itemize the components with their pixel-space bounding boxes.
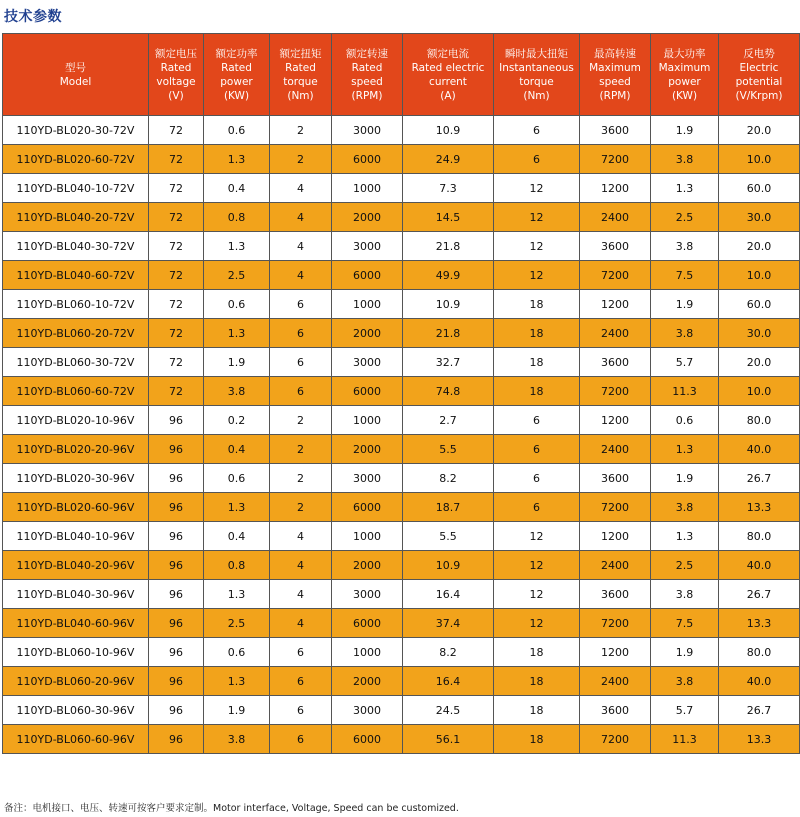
cell-model: 110YD-BL060-30-96V [3, 696, 149, 725]
cell-max-speed: 1200 [580, 290, 651, 319]
header-en: power [220, 75, 253, 88]
header-model [3, 34, 149, 116]
cell-model: 110YD-BL060-10-96V [3, 638, 149, 667]
header-en: speed [351, 75, 383, 88]
cell-instantaneous-torque: 12 [494, 551, 580, 580]
table-row [3, 377, 800, 406]
cell-rated-current: 10.9 [403, 551, 494, 580]
cell-back-emf: 10.0 [719, 261, 800, 290]
cell-back-emf: 13.3 [719, 493, 800, 522]
cell-rated-current: 24.9 [403, 145, 494, 174]
cell-instantaneous-torque: 18 [494, 667, 580, 696]
header-unit: (RPM) [599, 89, 631, 102]
cell-back-emf: 60.0 [719, 174, 800, 203]
cell-max-power: 2.5 [651, 551, 719, 580]
cell-rated-speed: 1000 [332, 522, 403, 551]
cell-instantaneous-torque: 6 [494, 435, 580, 464]
header-en: Rated [221, 61, 252, 74]
table-row [3, 725, 800, 754]
cell-max-power: 7.5 [651, 609, 719, 638]
header-en: power [668, 75, 701, 88]
cell-max-speed: 7200 [580, 261, 651, 290]
cell-instantaneous-torque: 18 [494, 377, 580, 406]
header-unit: (RPM) [351, 89, 383, 102]
cell-max-power: 1.3 [651, 174, 719, 203]
header-unit: (A) [440, 89, 456, 102]
cell-rated-power: 1.3 [204, 493, 270, 522]
cell-max-speed: 2400 [580, 435, 651, 464]
cell-model: 110YD-BL040-20-72V [3, 203, 149, 232]
header-cn: 额定扭矩 [279, 47, 322, 60]
cell-max-power: 5.7 [651, 696, 719, 725]
cell-rated-voltage: 72 [149, 174, 204, 203]
cell-max-power: 1.9 [651, 290, 719, 319]
cell-rated-current: 21.8 [403, 232, 494, 261]
cell-rated-voltage: 96 [149, 609, 204, 638]
cell-back-emf: 40.0 [719, 667, 800, 696]
header-en: speed [599, 75, 631, 88]
cell-max-power: 7.5 [651, 261, 719, 290]
cell-back-emf: 80.0 [719, 638, 800, 667]
cell-back-emf: 26.7 [719, 464, 800, 493]
cell-back-emf: 40.0 [719, 551, 800, 580]
cell-rated-power: 0.6 [204, 464, 270, 493]
table-row [3, 522, 800, 551]
cell-instantaneous-torque: 6 [494, 464, 580, 493]
cell-rated-power: 0.4 [204, 174, 270, 203]
cell-rated-current: 49.9 [403, 261, 494, 290]
cell-max-power: 11.3 [651, 725, 719, 754]
cell-rated-voltage: 96 [149, 696, 204, 725]
table-row [3, 319, 800, 348]
header-en: Model [59, 75, 92, 88]
cell-max-power: 2.5 [651, 203, 719, 232]
cell-rated-voltage: 72 [149, 377, 204, 406]
table-row [3, 493, 800, 522]
cell-max-speed: 1200 [580, 174, 651, 203]
header-en: Instantaneous [499, 61, 574, 74]
cell-max-speed: 1200 [580, 522, 651, 551]
cell-rated-power: 1.3 [204, 319, 270, 348]
cell-max-speed: 2400 [580, 203, 651, 232]
cell-rated-voltage: 96 [149, 551, 204, 580]
cell-instantaneous-torque: 12 [494, 522, 580, 551]
header-unit: (V/Krpm) [735, 89, 783, 102]
cell-back-emf: 13.3 [719, 725, 800, 754]
header-cn: 最高转速 [594, 47, 636, 60]
header-cn: 瞬时最大扭矩 [505, 47, 568, 60]
cell-rated-voltage: 72 [149, 203, 204, 232]
cell-back-emf: 26.7 [719, 696, 800, 725]
cell-max-power: 1.9 [651, 638, 719, 667]
table-row [3, 464, 800, 493]
cell-rated-torque: 4 [270, 232, 332, 261]
cell-rated-speed: 1000 [332, 638, 403, 667]
cell-max-speed: 2400 [580, 551, 651, 580]
cell-max-power: 3.8 [651, 580, 719, 609]
cell-rated-power: 0.2 [204, 406, 270, 435]
header-max-power [651, 34, 719, 116]
cell-rated-current: 74.8 [403, 377, 494, 406]
cell-max-power: 1.3 [651, 522, 719, 551]
cell-rated-speed: 6000 [332, 261, 403, 290]
header-en: Electric [739, 61, 779, 74]
cell-rated-speed: 2000 [332, 203, 403, 232]
cell-rated-torque: 4 [270, 522, 332, 551]
cell-model: 110YD-BL040-60-72V [3, 261, 149, 290]
table-row [3, 435, 800, 464]
spec-table-body [3, 116, 800, 754]
table-row [3, 348, 800, 377]
cell-model: 110YD-BL040-30-96V [3, 580, 149, 609]
cell-rated-torque: 2 [270, 406, 332, 435]
cell-instantaneous-torque: 6 [494, 116, 580, 145]
cell-rated-torque: 6 [270, 638, 332, 667]
header-en: Maximum [658, 61, 711, 74]
table-row [3, 232, 800, 261]
cell-rated-current: 14.5 [403, 203, 494, 232]
cell-instantaneous-torque: 18 [494, 638, 580, 667]
table-row [3, 638, 800, 667]
cell-rated-current: 7.3 [403, 174, 494, 203]
cell-rated-speed: 3000 [332, 696, 403, 725]
cell-max-power: 3.8 [651, 319, 719, 348]
cell-rated-voltage: 96 [149, 464, 204, 493]
cell-rated-current: 18.7 [403, 493, 494, 522]
cell-rated-speed: 1000 [332, 174, 403, 203]
cell-rated-power: 3.8 [204, 725, 270, 754]
cell-rated-current: 16.4 [403, 667, 494, 696]
header-cn: 反电势 [743, 47, 775, 60]
cell-rated-torque: 2 [270, 116, 332, 145]
header-en: Rated [285, 61, 316, 74]
cell-max-speed: 3600 [580, 116, 651, 145]
cell-model: 110YD-BL060-30-72V [3, 348, 149, 377]
cell-rated-voltage: 72 [149, 348, 204, 377]
cell-instantaneous-torque: 18 [494, 696, 580, 725]
cell-rated-torque: 2 [270, 493, 332, 522]
cell-rated-voltage: 72 [149, 232, 204, 261]
cell-rated-speed: 2000 [332, 667, 403, 696]
cell-rated-voltage: 72 [149, 116, 204, 145]
cell-instantaneous-torque: 12 [494, 174, 580, 203]
cell-back-emf: 80.0 [719, 522, 800, 551]
cell-model: 110YD-BL040-60-96V [3, 609, 149, 638]
cell-rated-speed: 1000 [332, 406, 403, 435]
cell-instantaneous-torque: 18 [494, 725, 580, 754]
cell-rated-voltage: 96 [149, 580, 204, 609]
cell-rated-voltage: 72 [149, 290, 204, 319]
header-en: voltage [156, 75, 196, 88]
cell-rated-torque: 4 [270, 609, 332, 638]
table-row [3, 580, 800, 609]
cell-rated-current: 2.7 [403, 406, 494, 435]
cell-rated-power: 1.3 [204, 232, 270, 261]
cell-max-speed: 3600 [580, 232, 651, 261]
cell-rated-voltage: 72 [149, 145, 204, 174]
cell-rated-speed: 6000 [332, 145, 403, 174]
cell-model: 110YD-BL020-30-96V [3, 464, 149, 493]
cell-rated-speed: 3000 [332, 232, 403, 261]
header-cn: 型号 [65, 61, 86, 74]
header-en: Rated electric [411, 61, 485, 74]
cell-max-speed: 3600 [580, 464, 651, 493]
header-unit: (V) [168, 89, 184, 102]
table-row [3, 116, 800, 145]
header-en: current [429, 75, 467, 88]
cell-rated-voltage: 96 [149, 638, 204, 667]
cell-rated-torque: 2 [270, 145, 332, 174]
cell-max-speed: 2400 [580, 667, 651, 696]
cell-rated-power: 0.6 [204, 638, 270, 667]
cell-rated-voltage: 96 [149, 493, 204, 522]
cell-model: 110YD-BL060-20-72V [3, 319, 149, 348]
header-en: Rated [160, 61, 192, 74]
cell-back-emf: 10.0 [719, 377, 800, 406]
cell-rated-speed: 3000 [332, 580, 403, 609]
cell-rated-power: 0.4 [204, 435, 270, 464]
cell-rated-power: 1.3 [204, 145, 270, 174]
cell-rated-voltage: 72 [149, 261, 204, 290]
table-row [3, 551, 800, 580]
table-row [3, 290, 800, 319]
cell-max-power: 1.9 [651, 116, 719, 145]
cell-rated-torque: 6 [270, 667, 332, 696]
header-unit: (Nm) [523, 89, 550, 102]
cell-rated-speed: 2000 [332, 435, 403, 464]
header-cn: 最大功率 [663, 47, 706, 60]
cell-model: 110YD-BL060-60-72V [3, 377, 149, 406]
header-en: torque [283, 75, 318, 88]
cell-rated-speed: 3000 [332, 348, 403, 377]
cell-model: 110YD-BL020-20-96V [3, 435, 149, 464]
cell-max-power: 0.6 [651, 406, 719, 435]
cell-instantaneous-torque: 6 [494, 406, 580, 435]
cell-rated-power: 1.9 [204, 696, 270, 725]
cell-rated-current: 16.4 [403, 580, 494, 609]
cell-max-power: 3.8 [651, 145, 719, 174]
cell-back-emf: 80.0 [719, 406, 800, 435]
cell-max-power: 1.3 [651, 435, 719, 464]
cell-max-speed: 3600 [580, 696, 651, 725]
cell-instantaneous-torque: 12 [494, 261, 580, 290]
cell-instantaneous-torque: 6 [494, 145, 580, 174]
cell-max-speed: 7200 [580, 609, 651, 638]
cell-model: 110YD-BL020-60-72V [3, 145, 149, 174]
cell-instantaneous-torque: 12 [494, 580, 580, 609]
cell-rated-power: 0.8 [204, 551, 270, 580]
header-unit: (KW) [671, 89, 698, 102]
cell-model: 110YD-BL020-60-96V [3, 493, 149, 522]
cell-model: 110YD-BL060-60-96V [3, 725, 149, 754]
cell-max-speed: 3600 [580, 580, 651, 609]
cell-rated-speed: 2000 [332, 551, 403, 580]
cell-max-speed: 2400 [580, 319, 651, 348]
cell-model: 110YD-BL020-30-72V [3, 116, 149, 145]
table-row [3, 696, 800, 725]
cell-back-emf: 13.3 [719, 609, 800, 638]
cell-rated-power: 0.6 [204, 116, 270, 145]
header-rated-speed [332, 34, 403, 116]
table-row [3, 609, 800, 638]
header-rated-torque [270, 34, 332, 116]
header-rated-voltage [149, 34, 204, 116]
cell-rated-current: 21.8 [403, 319, 494, 348]
cell-rated-current: 8.2 [403, 638, 494, 667]
cell-model: 110YD-BL040-10-72V [3, 174, 149, 203]
cell-rated-power: 3.8 [204, 377, 270, 406]
header-rated-power [204, 34, 270, 116]
page-title: 技术参数 [4, 9, 62, 25]
cell-rated-torque: 4 [270, 580, 332, 609]
cell-rated-current: 24.5 [403, 696, 494, 725]
header-unit: (KW) [223, 89, 250, 102]
header-max-speed [580, 34, 651, 116]
table-row [3, 203, 800, 232]
cell-max-power: 3.8 [651, 667, 719, 696]
cell-max-power: 11.3 [651, 377, 719, 406]
cell-rated-power: 1.9 [204, 348, 270, 377]
cell-rated-current: 10.9 [403, 290, 494, 319]
cell-max-power: 3.8 [651, 232, 719, 261]
cell-rated-speed: 2000 [332, 319, 403, 348]
cell-rated-speed: 1000 [332, 290, 403, 319]
cell-rated-power: 0.8 [204, 203, 270, 232]
cell-model: 110YD-BL060-20-96V [3, 667, 149, 696]
cell-rated-power: 0.4 [204, 522, 270, 551]
cell-rated-voltage: 96 [149, 667, 204, 696]
cell-rated-torque: 6 [270, 725, 332, 754]
cell-rated-current: 37.4 [403, 609, 494, 638]
cell-instantaneous-torque: 12 [494, 232, 580, 261]
cell-max-power: 1.9 [651, 464, 719, 493]
cell-max-speed: 1200 [580, 406, 651, 435]
cell-rated-current: 56.1 [403, 725, 494, 754]
cell-rated-voltage: 96 [149, 522, 204, 551]
cell-rated-torque: 6 [270, 696, 332, 725]
cell-max-speed: 7200 [580, 493, 651, 522]
cell-rated-power: 2.5 [204, 609, 270, 638]
cell-rated-power: 2.5 [204, 261, 270, 290]
cell-instantaneous-torque: 18 [494, 290, 580, 319]
cell-rated-power: 0.6 [204, 290, 270, 319]
cell-rated-current: 10.9 [403, 116, 494, 145]
cell-max-speed: 7200 [580, 725, 651, 754]
cell-rated-torque: 6 [270, 319, 332, 348]
cell-rated-speed: 3000 [332, 464, 403, 493]
cell-instantaneous-torque: 12 [494, 609, 580, 638]
cell-rated-power: 1.3 [204, 667, 270, 696]
header-instantaneous-torque [494, 34, 580, 116]
cell-back-emf: 20.0 [719, 348, 800, 377]
cell-instantaneous-torque: 12 [494, 203, 580, 232]
cell-rated-torque: 2 [270, 435, 332, 464]
cell-rated-torque: 6 [270, 348, 332, 377]
cell-model: 110YD-BL020-10-96V [3, 406, 149, 435]
cell-rated-torque: 4 [270, 174, 332, 203]
cell-rated-speed: 6000 [332, 609, 403, 638]
cell-rated-torque: 6 [270, 290, 332, 319]
cell-rated-torque: 4 [270, 203, 332, 232]
cell-rated-voltage: 96 [149, 406, 204, 435]
cell-back-emf: 20.0 [719, 116, 800, 145]
cell-rated-torque: 2 [270, 464, 332, 493]
cell-rated-current: 32.7 [403, 348, 494, 377]
header-rated-current [403, 34, 494, 116]
cell-max-speed: 3600 [580, 348, 651, 377]
cell-rated-speed: 6000 [332, 725, 403, 754]
spec-table [2, 33, 800, 754]
cell-model: 110YD-BL040-20-96V [3, 551, 149, 580]
cell-rated-current: 5.5 [403, 435, 494, 464]
header-cn: 额定功率 [215, 47, 258, 60]
header-cn: 额定电流 [427, 47, 469, 60]
table-row [3, 145, 800, 174]
cell-max-speed: 7200 [580, 145, 651, 174]
header-en: Rated [351, 61, 383, 74]
footnote: 备注：电机接口、电压、转速可按客户要求定制。Motor interface, Voltage, Speed can be customized. [4, 803, 459, 814]
cell-instantaneous-torque: 18 [494, 319, 580, 348]
cell-instantaneous-torque: 18 [494, 348, 580, 377]
cell-max-power: 3.8 [651, 493, 719, 522]
cell-back-emf: 20.0 [719, 232, 800, 261]
cell-rated-power: 1.3 [204, 580, 270, 609]
table-row [3, 261, 800, 290]
cell-model: 110YD-BL060-10-72V [3, 290, 149, 319]
cell-rated-voltage: 96 [149, 725, 204, 754]
cell-model: 110YD-BL040-30-72V [3, 232, 149, 261]
cell-max-power: 5.7 [651, 348, 719, 377]
cell-rated-voltage: 72 [149, 319, 204, 348]
cell-rated-torque: 4 [270, 551, 332, 580]
cell-instantaneous-torque: 6 [494, 493, 580, 522]
header-unit: (Nm) [287, 89, 314, 102]
cell-back-emf: 30.0 [719, 319, 800, 348]
cell-rated-speed: 3000 [332, 116, 403, 145]
cell-max-speed: 1200 [580, 638, 651, 667]
cell-back-emf: 40.0 [719, 435, 800, 464]
cell-rated-speed: 6000 [332, 377, 403, 406]
cell-rated-torque: 6 [270, 377, 332, 406]
header-en: Maximum [589, 61, 641, 74]
table-row [3, 667, 800, 696]
table-row [3, 174, 800, 203]
header-row [3, 34, 800, 116]
table-row [3, 406, 800, 435]
cell-back-emf: 30.0 [719, 203, 800, 232]
header-en: torque [519, 75, 554, 88]
header-cn: 额定转速 [346, 47, 388, 60]
cell-max-speed: 7200 [580, 377, 651, 406]
header-en: potential [735, 75, 783, 88]
header-cn: 额定电压 [155, 47, 197, 60]
cell-rated-current: 8.2 [403, 464, 494, 493]
cell-back-emf: 60.0 [719, 290, 800, 319]
cell-rated-voltage: 96 [149, 435, 204, 464]
cell-rated-speed: 6000 [332, 493, 403, 522]
cell-rated-current: 5.5 [403, 522, 494, 551]
cell-back-emf: 26.7 [719, 580, 800, 609]
header-back-emf [719, 34, 800, 116]
cell-back-emf: 10.0 [719, 145, 800, 174]
cell-model: 110YD-BL040-10-96V [3, 522, 149, 551]
cell-rated-torque: 4 [270, 261, 332, 290]
